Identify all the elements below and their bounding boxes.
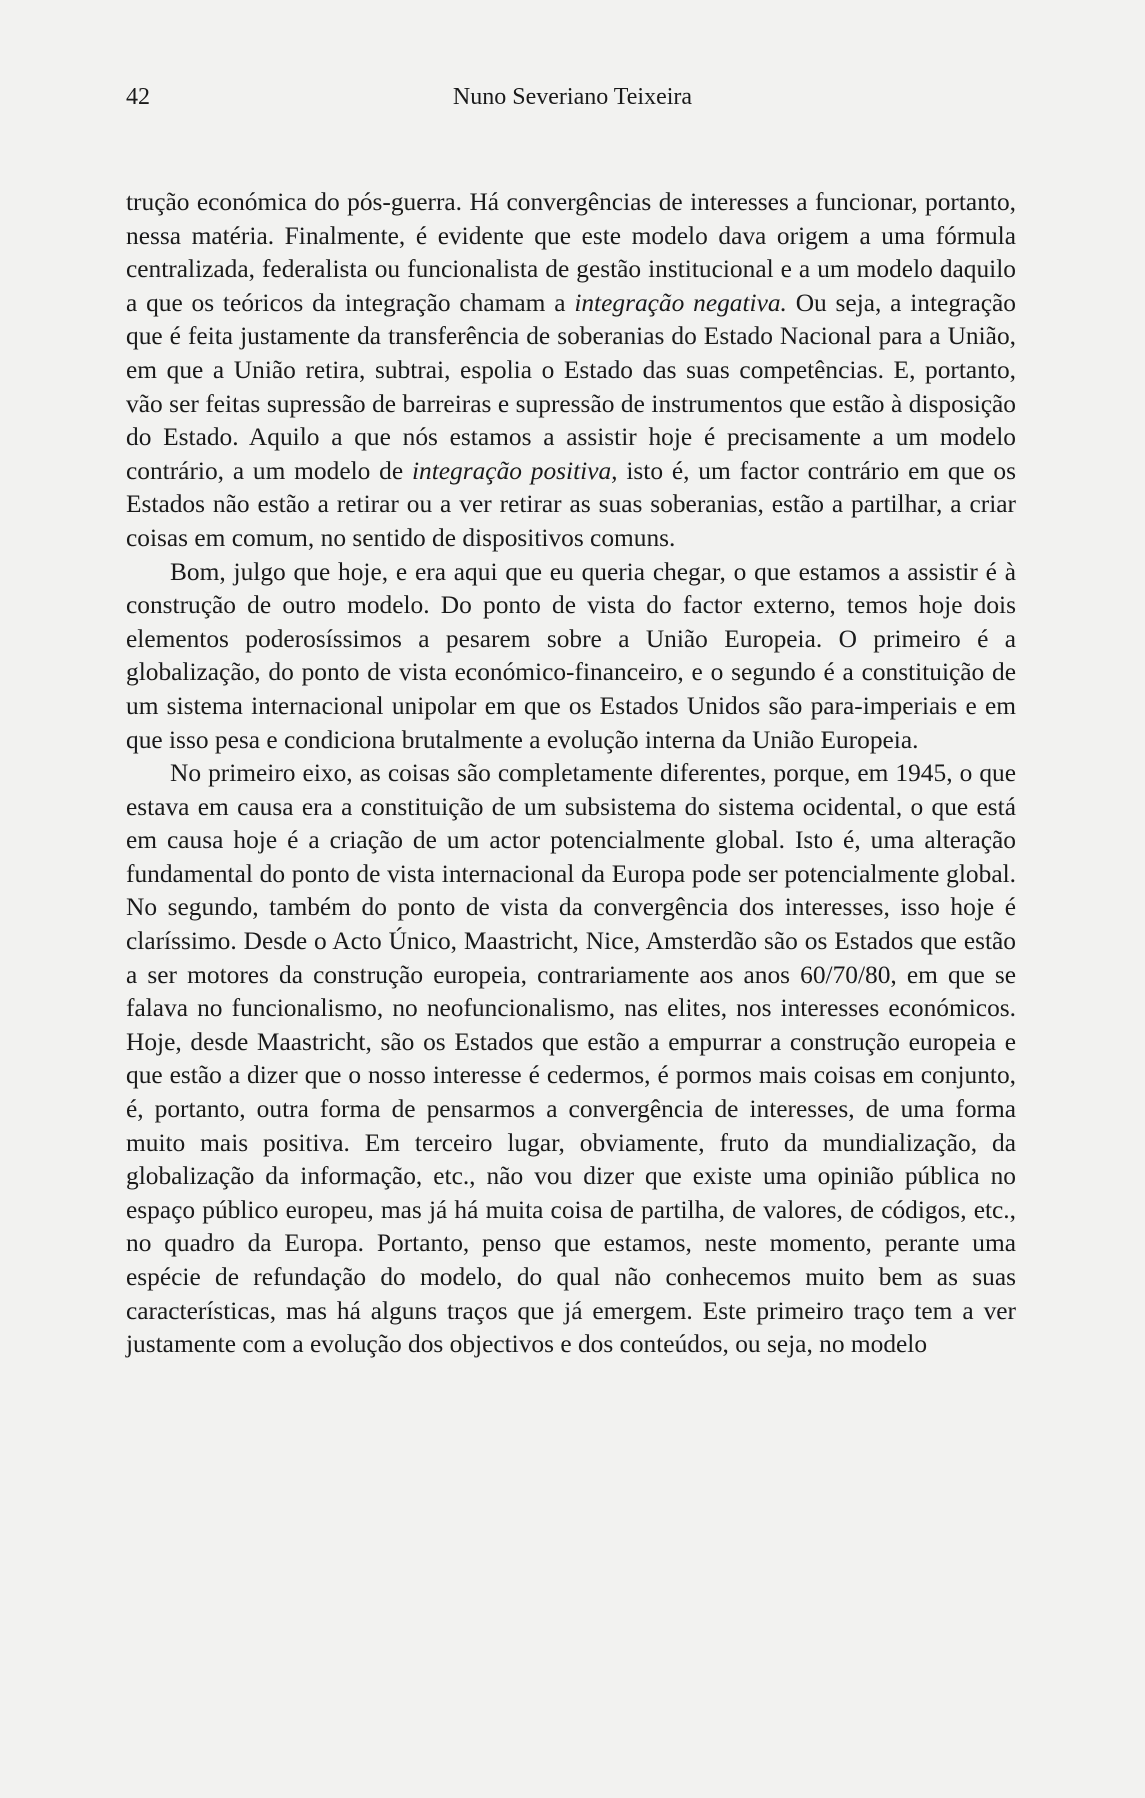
- paragraph: [126, 556, 1016, 758]
- italic-term: integração negativa.: [574, 288, 787, 317]
- italic-term: integração positiva,: [411, 456, 618, 485]
- page-header: [126, 82, 1019, 112]
- body-text: [126, 186, 1016, 1362]
- paragraph: [126, 757, 1016, 1362]
- text-run: isto é, um factor contrário em que os Estados não estão a retirar ou a ver retirar as suas soberanias, estão a partilhar, a criar coisas em comum, no sentido de dispositivos comuns.: [126, 456, 1016, 552]
- text-run: Ou seja, a integração que é feita justamente da transferência de soberanias do Estado Nacional para a União, em que a União retira, subtrai, espolia o Estado das suas competências. E, portanto, vão ser feitas supressão de barreiras e supressão de instrumentos que estão à disposição do Estado. Aquilo a que nós estamos a assistir hoje é precisamente a um modelo contrário, a um modelo de: [126, 288, 1016, 485]
- paragraph: [126, 186, 1016, 556]
- page-number: 42: [126, 84, 150, 110]
- text-run: No primeiro eixo, as coisas são completamente diferentes, porque, em 1945, o que estava em causa era a constituição de um subsistema do sistema ocidental, o que está em causa hoje é a criação de um actor potencialmente global. Isto é, uma alteração fundamental do ponto de vista internacional da Europa pode ser potencialmente global. No segundo, também do ponto de vista da convergência dos interesses, isso hoje é claríssimo. Desde o Acto Único, Maastricht, Nice, Amsterdão são os Estados que estão a ser motores da construção europeia, contrariamente aos anos 60/70/80, em que se falava no funcionalismo, no neofuncionalismo, nas elites, nos interesses económicos. Hoje, desde Maastricht, são os Estados que estão a empurrar a construção europeia e que estão a dizer que o nosso interesse é cedermos, é pormos mais coisas em conjunto, é, portanto, outra forma de pensarmos a convergência de interesses, de uma forma muito mais positiva. Em terceiro lugar, obviamente, fruto da mundialização, da globalização da informação, etc., não vou dizer que existe uma opinião pública no espaço público europeu, mas já há muita coisa de partilha, de valores, de códigos, etc., no quadro da Europa. Portanto, penso que estamos, neste momento, perante uma espécie de refundação do modelo, do qual não conhecemos muito bem as suas características, mas há alguns traços que já emergem. Este primeiro traço tem a ver justamente com a evolução dos objectivos e dos conteúdos, ou seja, no modelo: [126, 759, 1016, 1359]
- running-head: Nuno Severiano Teixeira: [452, 84, 693, 110]
- text-run: Bom, julgo que hoje, e era aqui que eu queria chegar, o que estamos a assistir é à construção de outro modelo. Do ponto de vista do factor externo, temos hoje dois elementos poderosíssimos a pesarem sobre a União Europeia. O primeiro é a globalização, do ponto de vista económico-financeiro, e o segundo é a constituição de um sistema internacional unipolar em que os Estados Unidos são para-imperiais e em que isso pesa e condiciona brutalmente a evolução interna da União Europeia.: [126, 557, 1016, 754]
- text-run: trução económica do pós-guerra. Há convergências de interesses a funcionar, portanto, nessa matéria. Finalmente, é evidente que este modelo dava origem a uma fórmula centralizada, federalista ou funcionalista de gestão institucional e a um modelo daquilo a que os teóricos da integração chamam a: [126, 188, 1016, 317]
